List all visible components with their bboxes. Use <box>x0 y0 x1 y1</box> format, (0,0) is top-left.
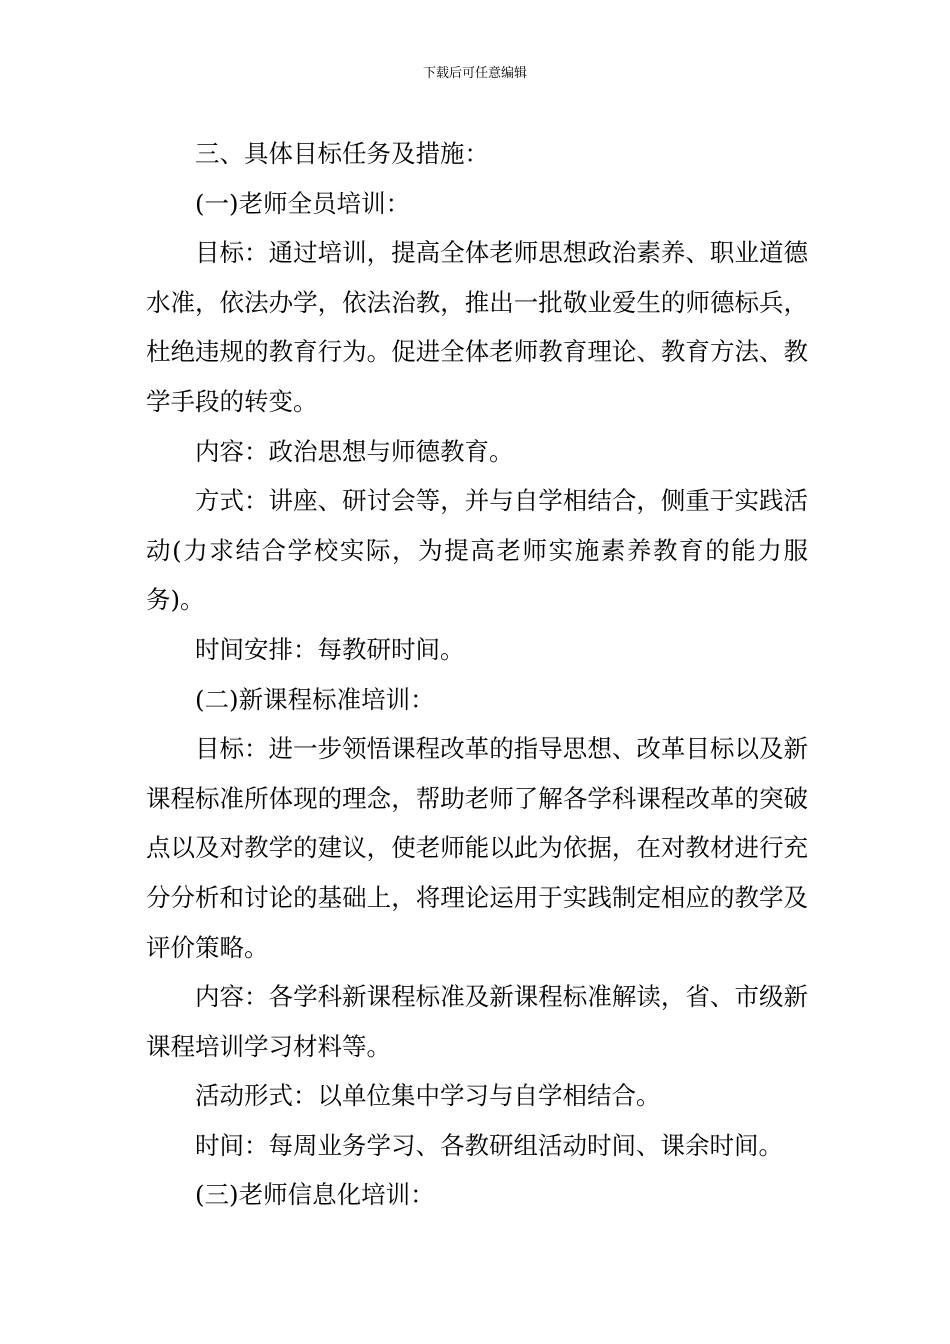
method-paragraph-1: 方式：讲座、研讨会等，并与自学相结合，侧重于实践活动(力求结合学校实际，为提高老师实施素养教育的能力服务)。 <box>146 486 808 615</box>
schedule-paragraph-1: 时间安排：每教研时间。 <box>195 634 465 664</box>
content-paragraph-1: 内容：政治思想与师德教育。 <box>195 436 514 466</box>
goal-paragraph-2: 目标：进一步领悟课程改革的指导思想、改革目标以及新课程标准所体现的理念，帮助老师了解各学科课程改革的突破点以及对教学的建议，使老师能以此为依据，在对教材进行充分分析和讨论的基础上，将理论运用于实践制定相应的教学及评价策略。 <box>146 734 808 962</box>
section-heading: 三、具体目标任务及措施： <box>195 139 489 168</box>
subsection-heading-3: (三)老师信息化培训： <box>195 1180 435 1210</box>
document-body <box>146 129 808 1220</box>
schedule-paragraph-2: 时间：每周业务学习、各教研组活动时间、课余时间。 <box>195 1130 783 1160</box>
page-header-note: 下载后可任意编辑 <box>422 66 527 81</box>
subsection-heading-2: (二)新课程标准培训： <box>195 684 435 714</box>
subsection-heading-1: (一)老师全员培训： <box>195 188 411 218</box>
content-paragraph-2: 内容：各学科新课程标准及新课程标准解读，省、市级新课程培训学习材料等。 <box>146 982 808 1061</box>
activity-form-paragraph-2: 活动形式：以单位集中学习与自学相结合。 <box>195 1081 661 1111</box>
goal-paragraph-1: 目标：通过培训，提高全体老师思想政治素养、职业道德水准，依法办学，依法治教，推出一批敬业爱生的师德标兵，杜绝违规的教育行为。促进全体老师教育理论、教育方法、教学手段的转变。 <box>146 238 808 416</box>
